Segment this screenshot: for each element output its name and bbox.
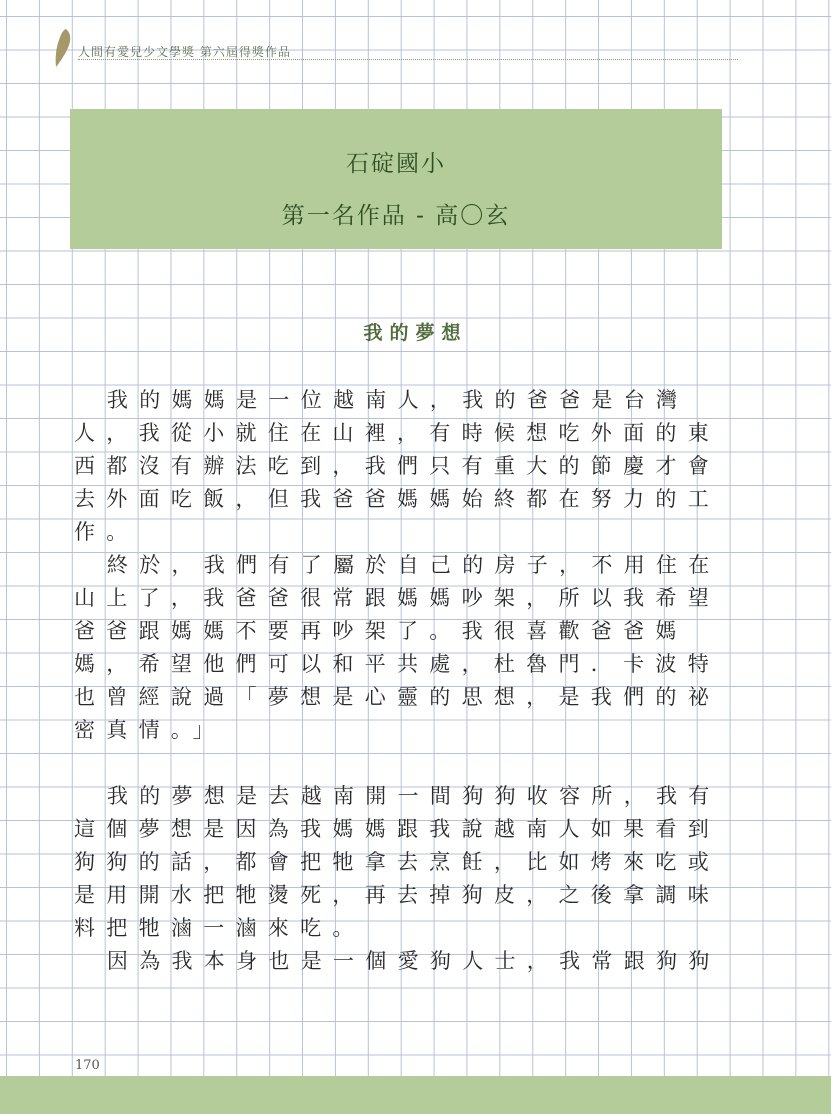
paragraph: 我的夢想是去越南開一間狗狗收容所，我有這個夢想是因為我媽媽跟我說越南人如果看到狗狗的話，都會把牠拿去烹飪，比如烤來吃或是用開水把牠燙死，再去掉狗皮，之後拿調味料把牠滷一滷來吃。 xyxy=(74,784,721,940)
paragraph: 終於，我們有了屬於自己的房子，不用住在山上了，我爸爸很常跟媽媽吵架，所以我希望爸爸跟媽媽不要再吵架了。我很喜歡爸爸媽媽，希望他們可以和平共處，杜魯門．卡波特也曾經說過「夢想是心靈的思想，是我們的祕密真情。」 xyxy=(74,553,721,742)
school-name: 石碇國小 xyxy=(346,151,446,177)
paragraph: 我的媽媽是一位越南人，我的爸爸是台灣人，我從小就住在山裡，有時候想吃外面的東西都沒有辦法吃到，我們只有重大的節慶才會去外面吃飯，但我爸爸媽媽始終都在努力的工作。 xyxy=(74,388,720,544)
footer-bar xyxy=(0,1076,831,1114)
essay-body xyxy=(74,384,734,978)
title-banner xyxy=(70,109,722,249)
taiwan-leaf-icon xyxy=(50,28,74,68)
header-title: 人間有愛兒少文學獎 第六屆得獎作品 xyxy=(78,45,291,59)
header-dotted-rule xyxy=(78,59,738,60)
award-author: 第一名作品 - 高〇玄 xyxy=(281,203,511,229)
paragraph-gap xyxy=(74,747,734,780)
page-number: 170 xyxy=(75,1058,100,1073)
running-header xyxy=(48,26,738,66)
essay-title: 我的夢想 xyxy=(363,322,468,344)
paragraph: 因為我本身也是一個愛狗人士，我常跟狗狗 xyxy=(106,949,721,973)
